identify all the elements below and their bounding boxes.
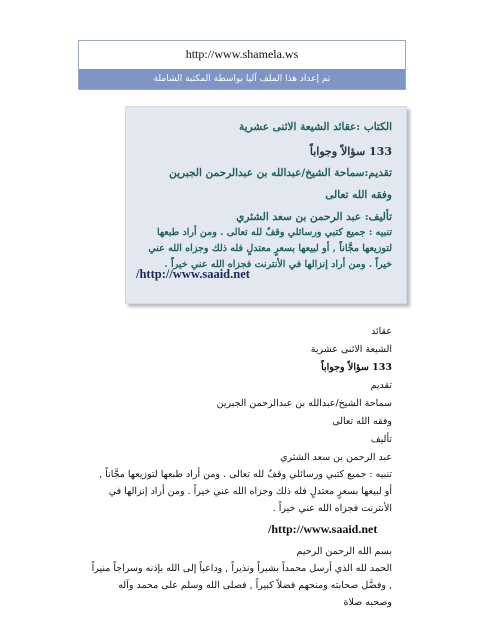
body-line-sheikh: سماحة الشيخ/عبدالله بن عبدالرحمن الجبرين (216, 398, 392, 409)
body-line-subtitle: الشيعة الاثنى عشرية (310, 344, 392, 355)
title-card (125, 106, 407, 304)
body-line-blessing: وفقه الله تعالى (332, 416, 392, 427)
body-notice: تنبيه : جميع كتبي ورسائلي وقفٌ لله تعالى . ومن أراد طبعها لتوزيعها مجَّاناً , أو لبيعها بسعرٍ معتدلٍ فله ذلك وجزاه الله عني خيراً . ومن أراد إنزالها في الأنترنت فجزاه الله عني خيراً . (99, 469, 392, 514)
body-line-intro: تقديم (370, 380, 392, 391)
source-banner: تم إعداد هذا الملف آليا بواسطة المكتبة الشاملة (79, 69, 405, 89)
notice-text: تنبيه : جميع كتبي ورسائلي وقفٌ لله تعالى . ومن أراد طبعها لتوزيعها مجَّاناً , أو لبيعها بسعرٍ معتدلٍ فله ذلك وجزاه الله عني خيراً . ومن أراد إنزالها في الأنترنت فجزاه الله عني خيراً . (148, 227, 392, 270)
body-line-author: عبد الرحمن بن سعد الشثري (280, 452, 392, 463)
book-title-line: الكتاب :عقائد الشيعة الاثنى عشرية (239, 121, 392, 133)
source-header (78, 40, 406, 90)
blessing-line: وفقه الله تعالى (325, 189, 392, 201)
hamd-paragraph: الحمد لله الذي أرسل محمداً بشيراً ونذيراً , وداعياً إلى الله بإذنه وسراجاً منيراً , وفضَّل صحابته ومنحهم فضلاً كبيراً , فصلى الله وسلم على محمد وآله وصحبه صلاة (91, 563, 392, 608)
body-line-title: عقائد (371, 326, 392, 337)
body-line-qa: 133 سؤالاً وجواباً (321, 362, 392, 373)
author-line: تأليف: عبد الرحمن بن سعد الشثري (236, 211, 392, 223)
body-line-author-label: تأليف (370, 434, 392, 445)
intro-by-line: تقديم:سماحة الشيخ/عبدالله بن عبدالرحمن الجبرين (169, 167, 392, 179)
card-website-link[interactable]: /http://www.saaid.net (136, 267, 250, 281)
basmala: بسم الله الرحمن الرحيم (296, 546, 392, 557)
source-url[interactable]: http://www.shamela.ws (185, 47, 299, 61)
body-website-link[interactable]: /http://www.saaid.net (268, 522, 378, 536)
qa-count-line: 133 سؤالاً وجواباً (309, 145, 392, 158)
